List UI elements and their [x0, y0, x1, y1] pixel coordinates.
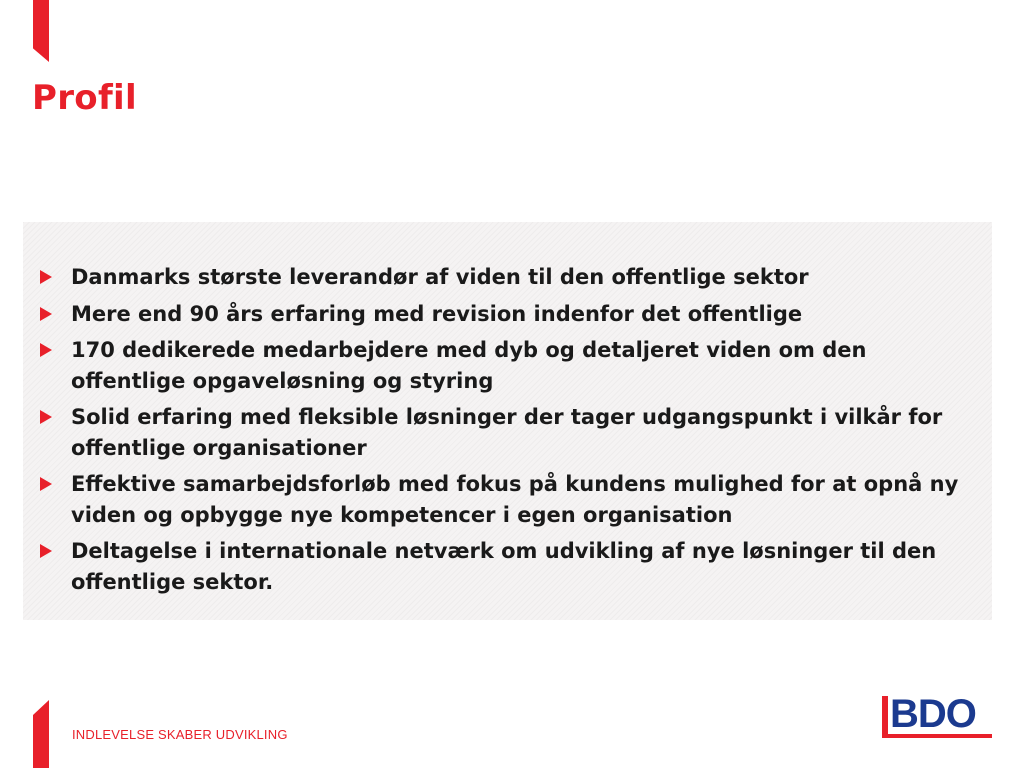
bullet-item: [40, 299, 980, 330]
triangle-bullet-icon: [40, 477, 52, 491]
slide-title: Profil: [32, 78, 137, 118]
bottom-accent-bar: [33, 700, 49, 768]
logo-red-bar: [882, 696, 888, 738]
bullet-text: Danmarks største leverandør af viden til den offentlige sektor: [71, 265, 809, 289]
triangle-bullet-icon: [40, 410, 52, 424]
logo-text: BDO: [890, 692, 976, 736]
bullet-text: 170 dedikerede medarbejdere med dyb og detaljeret viden om den offentlige opgaveløsning og styring: [71, 338, 867, 393]
bullet-item: [40, 469, 980, 530]
bdo-logo: [882, 692, 994, 742]
bullet-text: Effektive samarbejdsforløb med fokus på kundens mulighed for at opnå ny viden og opbygge nye kompetencer i egen organisation: [71, 472, 959, 527]
bullet-item: [40, 262, 980, 293]
bullet-item: [40, 335, 980, 396]
bullet-text: Mere end 90 års erfaring med revision indenfor det offentlige: [71, 301, 803, 326]
triangle-bullet-icon: [40, 343, 52, 357]
bullet-item: [40, 536, 980, 597]
bullet-item: [40, 402, 980, 463]
bullet-text: Solid erfaring med fleksible løsninger der tager udgangspunkt i vilkår for offentlige organisationer: [71, 405, 943, 460]
triangle-bullet-icon: [40, 307, 52, 321]
bullet-list: [40, 262, 980, 603]
top-accent-bar: [33, 0, 49, 62]
bullet-text: Deltagelse i internationale netværk om udvikling af nye løsninger til den offentlige sektor.: [71, 539, 937, 594]
triangle-bullet-icon: [40, 544, 52, 558]
triangle-bullet-icon: [40, 270, 52, 284]
footer-tagline: INDLEVELSE SKABER UDVIKLING: [72, 727, 288, 742]
